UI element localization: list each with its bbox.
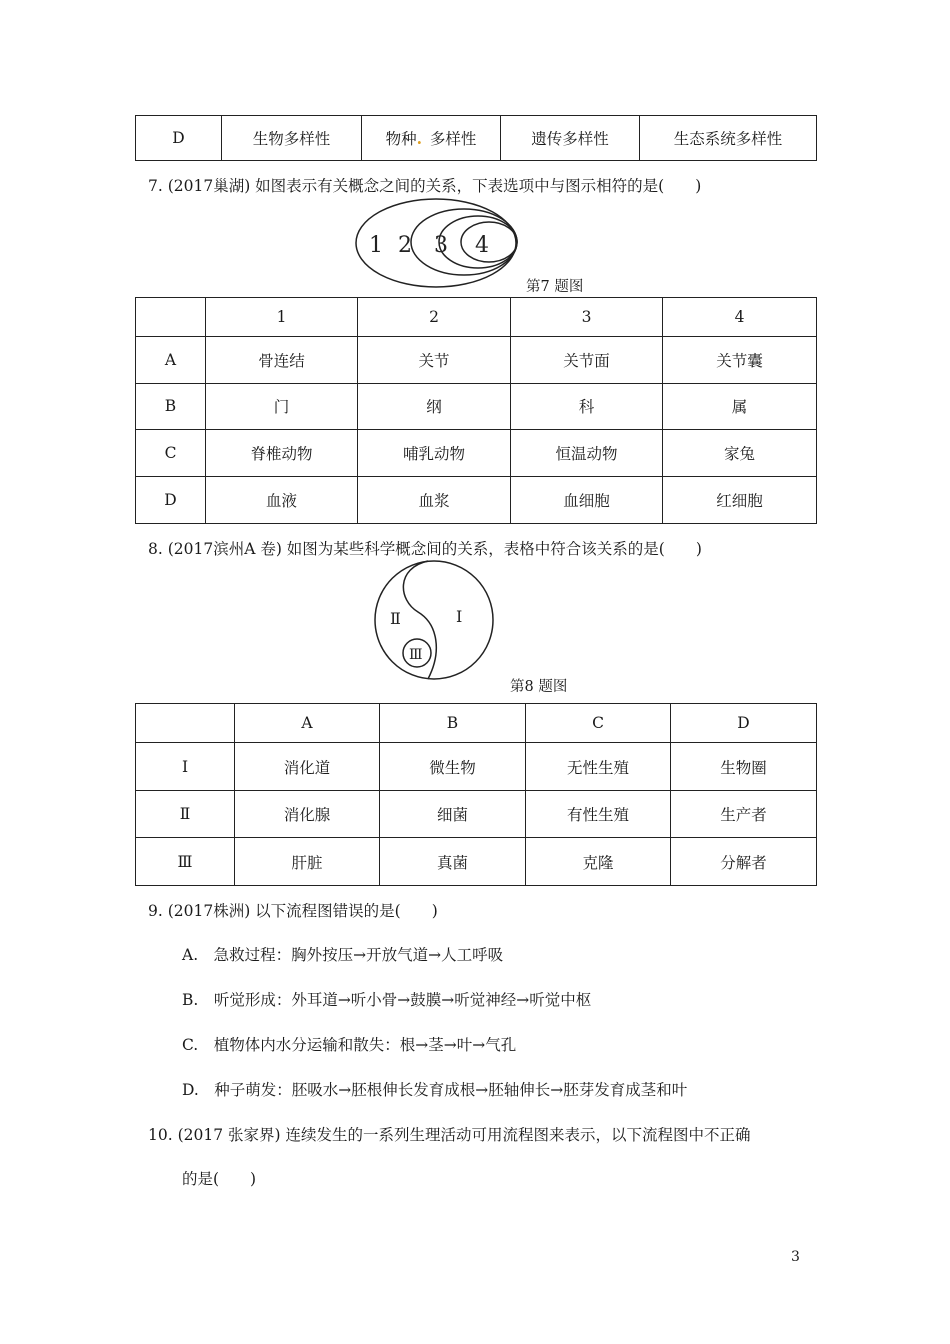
- table-row: B 门 纲 科 属: [136, 383, 817, 430]
- question-10-text-cont: 的是( ): [182, 1170, 257, 1188]
- q9-option-c: C. 植物体内水分运输和散失：根→茎→叶→气孔: [182, 1036, 517, 1054]
- top-table: [135, 115, 817, 161]
- table-row: D 血液 血浆 血细胞 红细胞: [136, 477, 817, 524]
- table-row: 1 2 3 4: [136, 298, 817, 337]
- top-table-cell: 生态系统多样性: [640, 116, 817, 161]
- top-table-species: 物种: [385, 130, 417, 148]
- table-row: A B C D: [136, 704, 817, 743]
- q8-figure-caption: 第8 题图: [510, 679, 568, 695]
- highlight-mark: .: [416, 129, 423, 148]
- table-row: C 脊椎动物 哺乳动物 恒温动物 家兔: [136, 430, 817, 477]
- q7-label-3: 3: [434, 233, 448, 258]
- table-row: Ⅲ 肝脏 真菌 克隆 分解者: [136, 838, 817, 886]
- table-row: Ⅰ 消化道 微生物 无性生殖 生物圈: [136, 743, 817, 791]
- question-9-text: 9. (2017株洲) 以下流程图错误的是( ): [148, 902, 438, 920]
- q7-label-2: 2: [398, 233, 412, 258]
- top-table-cell: [362, 116, 501, 161]
- question-8-text: 8. (2017滨州A 卷) 如图为某些科学概念间的关系，表格中符合该关系的是( ): [148, 540, 702, 558]
- q9-option-d: D. 种子萌发：胚吸水→胚根伸长发育成根→胚轴伸长→胚芽发育成茎和叶: [182, 1081, 688, 1099]
- q7-label-1: 1: [369, 233, 383, 258]
- q7-table: [135, 297, 817, 524]
- q7-nested-ellipses-figure: [352, 196, 524, 292]
- q7-figure-caption: 第7 题图: [526, 279, 584, 295]
- q9-option-b: B. 听觉形成：外耳道→听小骨→鼓膜→听觉神经→听觉中枢: [182, 991, 592, 1009]
- q9-option-a: A. 急救过程：胸外按压→开放气道→人工呼吸: [182, 946, 504, 964]
- q8-table: [135, 703, 817, 886]
- question-10-text: 10. (2017 张家界) 连续发生的一系列生理活动可用流程图来表示，以下流程图中不正确: [148, 1126, 751, 1144]
- table-row: A 骨连结 关节 关节面 关节囊: [136, 336, 817, 383]
- top-table-diversity: 多样性: [429, 130, 477, 148]
- q8-label-3: Ⅲ: [409, 647, 423, 663]
- top-table-cell: 遗传多样性: [501, 116, 640, 161]
- q8-yin-yang-figure: [372, 556, 498, 686]
- q8-label-1: Ⅰ: [456, 607, 463, 626]
- q8-label-2: Ⅱ: [390, 609, 401, 628]
- table-row: Ⅱ 消化腺 细菌 有性生殖 生产者: [136, 790, 817, 838]
- page-number: 3: [791, 1249, 800, 1265]
- question-7-text: 7. (2017巢湖) 如图表示有关概念之间的关系，下表选项中与图示相符的是( ): [148, 177, 702, 195]
- top-table-cell: D: [136, 116, 222, 161]
- top-table-cell: 生物多样性: [222, 116, 362, 161]
- q7-label-4: 4: [475, 233, 489, 258]
